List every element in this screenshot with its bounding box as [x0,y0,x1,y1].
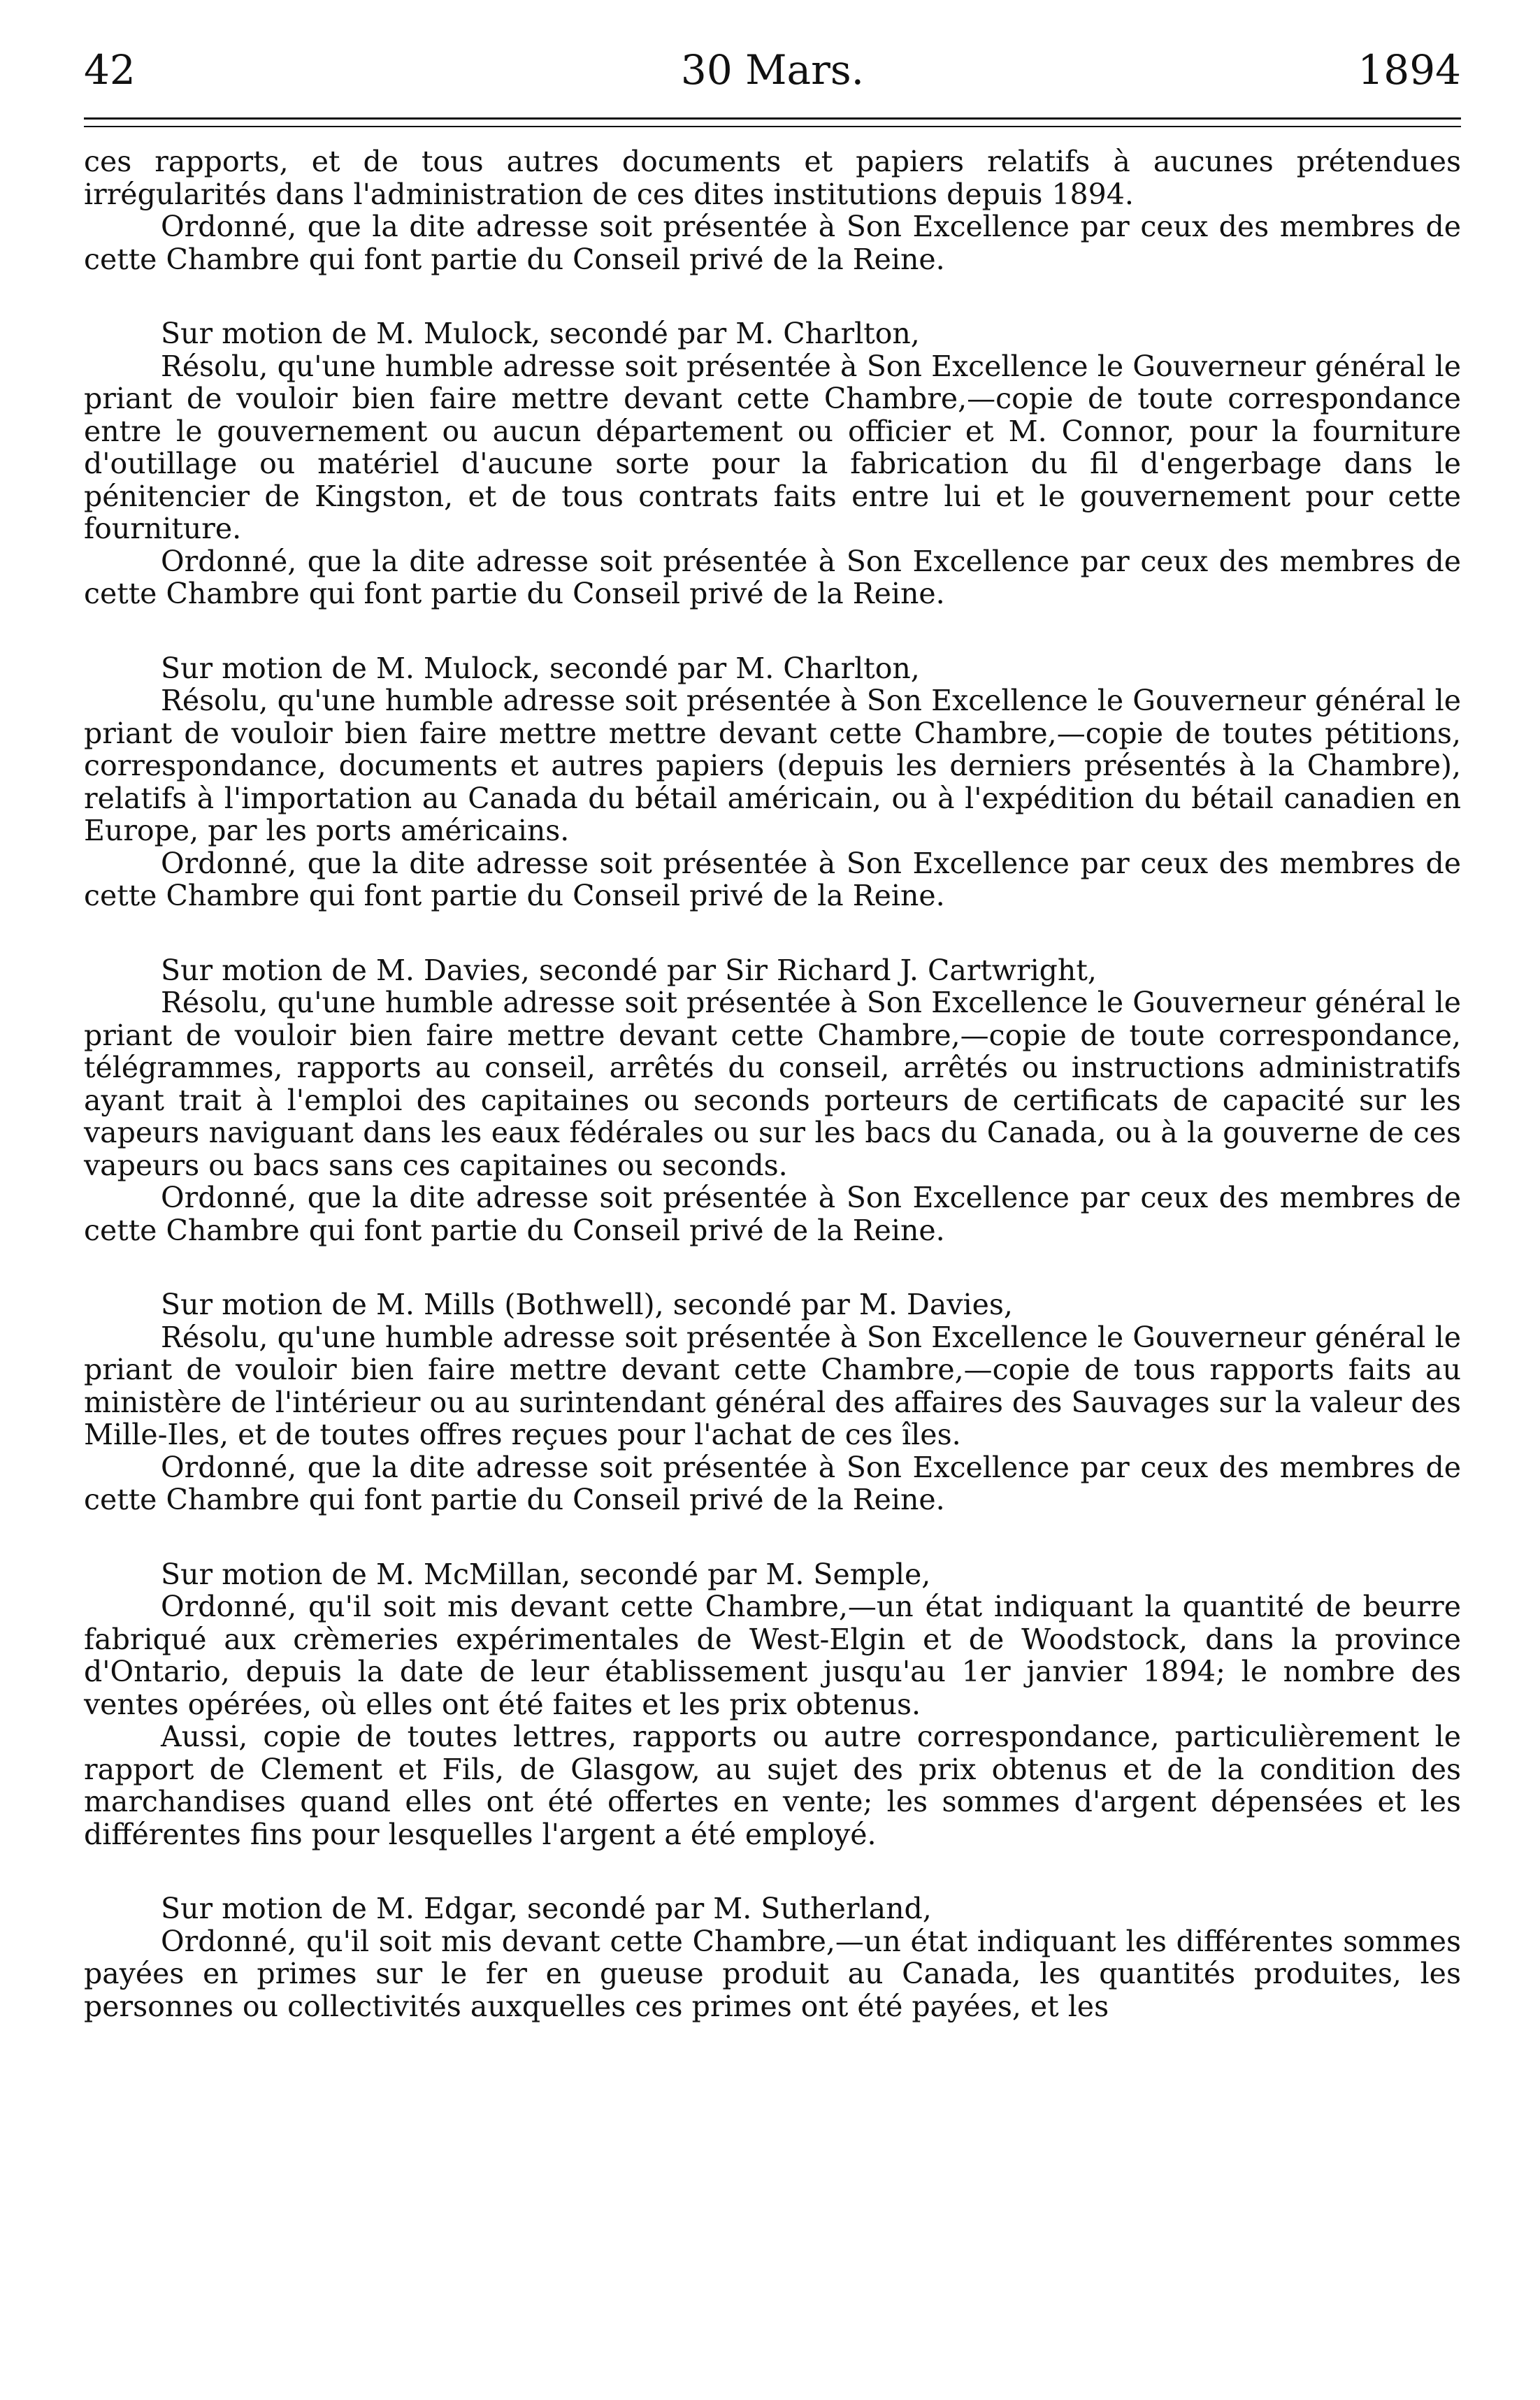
motion-heading: Sur motion de M. Edgar, secondé par M. Sutherland, [161,1892,932,1925]
motion-heading: Sur motion de M. Mills (Bothwell), secondé par M. Davies, [161,1288,1013,1321]
page-date: 30 Mars. [680,46,865,94]
header-rule-top [84,117,1461,120]
page-year: 1894 [1358,46,1461,94]
paragraph: Ordonné, que la dite adresse soit présentée à Son Excellence par ceux des membres de cette Chambre qui font partie du Conseil privé de la Reine. [84,1181,1461,1247]
paragraph: Ordonné, que la dite adresse soit présentée à Son Excellence par ceux des membres de cette Chambre qui font partie du Conseil privé de la Reine. [84,210,1461,276]
section-2 [84,317,1461,610]
section-7 [84,1892,1461,2022]
paragraph: Ordonné, que la dite adresse soit présentée à Son Excellence par ceux des membres de cette Chambre qui font partie du Conseil privé de la Reine. [84,544,1461,610]
motion-heading: Sur motion de M. Mulock, secondé par M. Charlton, [161,317,920,350]
paragraph: Résolu, qu'une humble adresse soit présentée à Son Excellence le Gouverneur général le priant de vouloir bien faire mettre devant cette Chambre,—copie de toute correspondance entre le gouvernement ou aucun département ou officier et M. Connor, pour la fourniture d'outillage ou matériel d'aucune sorte pour la fabrication du fil d'engerbage dans le pénitencier de Kingston, et de tous contrats faits entre lui et le gouvernement pour cette fourniture. [84,349,1461,545]
header-rule-bottom [84,126,1461,127]
paragraph: Aussi, copie de toutes lettres, rapports ou autre correspondance, particulièrement le rapport de Clement et Fils, de Glasgow, au sujet des prix obtenus et de la condition des marchandises quand elles ont été offertes en vente; les sommes d'argent dépensées et les différentes fins pour lesquelles l'argent a été employé. [84,1720,1461,1851]
motion-heading: Sur motion de M. Mulock, secondé par M. Charlton, [161,651,920,685]
paragraph: Résolu, qu'une humble adresse soit présentée à Son Excellence le Gouverneur général le priant de vouloir bien faire mettre devant cette Chambre,—copie de tous rapports faits au ministère de l'intérieur ou au surintendant général des affaires des Sauvages sur la valeur des Mille-Iles, et de toutes offres reçues pour l'achat de ces îles. [84,1320,1461,1451]
section-1 [84,145,1461,275]
motion-heading: Sur motion de M. McMillan, secondé par M. Semple, [161,1557,931,1591]
body-text [84,145,1461,2022]
section-5 [84,1288,1461,1516]
document-page [84,28,1461,2064]
paragraph: ces rapports, et de tous autres documents et papiers relatifs à aucunes prétendues irrégularités dans l'administration de ces dites institutions depuis 1894. [84,145,1461,211]
section-3 [84,652,1461,912]
paragraph: Ordonné, qu'il soit mis devant cette Chambre,—un état indiquant les différentes sommes payées en primes sur le fer en gueuse produit au Canada, les quantités produites, les personnes ou collectivités auxquelles ces primes ont été payées, et les [84,1924,1461,2023]
section-4 [84,954,1461,1247]
paragraph: Ordonné, que la dite adresse soit présentée à Son Excellence par ceux des membres de cette Chambre qui font partie du Conseil privé de la Reine. [84,846,1461,912]
paragraph: Résolu, qu'une humble adresse soit présentée à Son Excellence le Gouverneur général le priant de vouloir bien faire mettre mettre devant cette Chambre,—copie de toutes pétitions, correspondance, documents et autres papiers (depuis les derniers présentés à la Chambre), relatifs à l'importation au Canada du bétail américain, ou à l'expédition du bétail canadien en Europe, par les ports américains. [84,684,1461,847]
paragraph: Résolu, qu'une humble adresse soit présentée à Son Excellence le Gouverneur général le priant de vouloir bien faire mettre devant cette Chambre,—copie de toute correspondance, télégrammes, rapports au conseil, arrêtés du conseil, arrêtés ou instructions administratifs ayant trait à l'emploi des capitaines ou seconds porteurs de certificats de capacité sur les vapeurs naviguant dans les eaux fédérales ou sur les bacs du Canada, ou à la gouverne de ces vapeurs ou bacs sans ces capitaines ou seconds. [84,986,1461,1182]
motion-heading: Sur motion de M. Davies, secondé par Sir Richard J. Cartwright, [161,953,1097,987]
paragraph: Ordonné, que la dite adresse soit présentée à Son Excellence par ceux des membres de cette Chambre qui font partie du Conseil privé de la Reine. [84,1450,1461,1516]
page-number: 42 [84,46,136,94]
running-header [84,28,1461,112]
section-6 [84,1558,1461,1851]
paragraph: Ordonné, qu'il soit mis devant cette Chambre,—un état indiquant la quantité de beurre fabriqué aux crèmeries expérimentales de West-Elgin et de Woodstock, dans la province d'Ontario, depuis la date de leur établissement jusqu'au 1er janvier 1894; le nombre des ventes opérées, où elles ont été faites et les prix obtenus. [84,1590,1461,1721]
